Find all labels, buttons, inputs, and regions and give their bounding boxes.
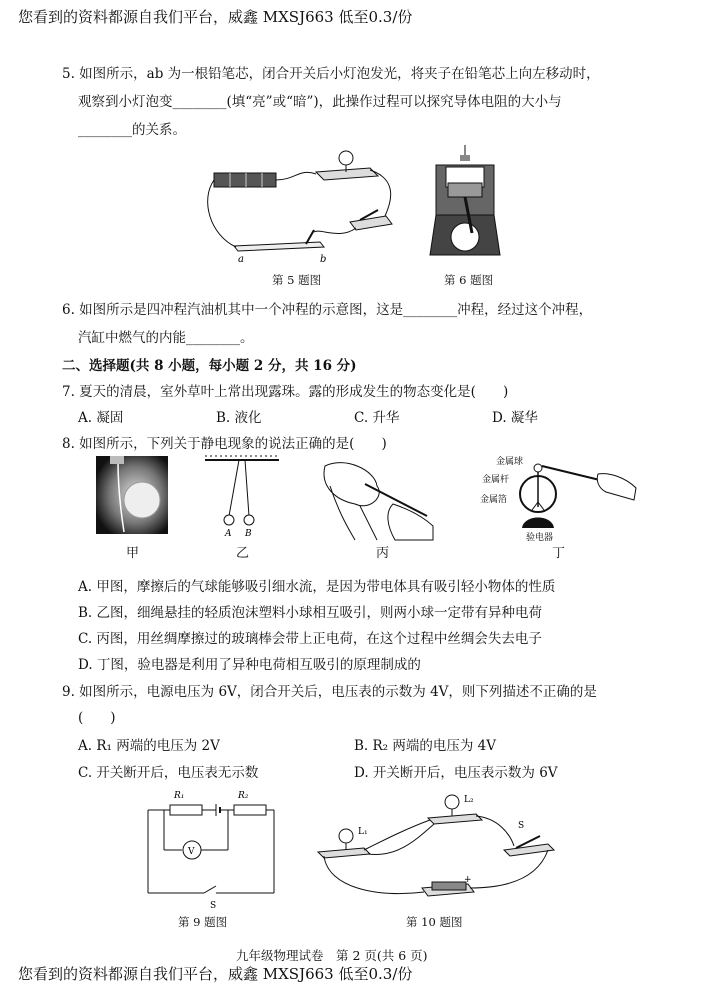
label-metal-foil: 金属箔 (480, 495, 508, 505)
label-R1: R₁ (174, 791, 185, 801)
hand-ding (597, 474, 636, 500)
fig10-caption: 第 10 题图 (406, 915, 463, 929)
hand (388, 504, 433, 540)
footer-page-info: 九年级物理试卷 第 2 页(共 6 页) (236, 948, 428, 963)
figure-8-ding (478, 452, 638, 544)
q8-option-b: B. 乙图，细绳悬挂的轻质泡沫塑料小球相互吸引，则两小球一定带有异种电荷 (78, 605, 543, 621)
label-metal-ball: 金属球 (496, 457, 524, 467)
fig9-caption: 第 9 题图 (178, 915, 228, 929)
svg-text:+: + (464, 875, 472, 885)
q7-option-b: B. 液化 (216, 410, 262, 426)
q8-option-d: D. 丁图，验电器是利用了异种电荷相互吸引的原理制成的 (78, 657, 421, 673)
bulb-l1-icon (339, 829, 353, 843)
balloon (124, 482, 160, 518)
q7-option-a: A. 凝固 (78, 410, 124, 426)
figure-8-bing (315, 456, 435, 541)
silk-cloth (324, 463, 379, 506)
label-metal-rod: 金属杆 (482, 475, 510, 485)
resistor-r2 (234, 805, 266, 815)
q8-option-c: C. 丙图，用丝绸摩擦过的玻璃棒会带上正电荷，在这个过程中丝绸会失去电子 (78, 631, 542, 647)
label-V: V (188, 847, 195, 857)
label-S-q10: S (518, 821, 525, 831)
q6-line2: 汽缸中燃气的内能________。 (78, 330, 254, 346)
q9-blank: ( ) (78, 710, 116, 726)
figure-6-engine (430, 145, 505, 265)
label-B: B (245, 529, 252, 539)
resistor-r1 (170, 805, 202, 815)
label-L2: L₂ (464, 795, 474, 805)
electroscope-base (522, 518, 554, 529)
figure-8-jia (96, 456, 168, 534)
q7-option-c: C. 升华 (354, 410, 400, 426)
label-yi: 乙 (236, 546, 250, 561)
ball-b (244, 515, 254, 525)
bulb-l2-base (428, 814, 482, 824)
q5-line2: 观察到小灯泡变________(填“亮”或“暗”)，此操作过程可以探究导体电阻的大小与 (78, 94, 562, 110)
bulb-base (316, 168, 378, 180)
q9-option-c: C. 开关断开后，电压表无示数 (78, 765, 259, 781)
bulb-l1-base (318, 848, 370, 858)
bulb-icon (339, 151, 353, 165)
label-a: a (238, 254, 244, 265)
q9-option-d: D. 开关断开后，电压表示数为 6V (354, 765, 558, 781)
battery-cell (432, 882, 466, 890)
label-ding: 丁 (552, 546, 566, 561)
label-bing: 丙 (376, 546, 390, 561)
q5-line1: 5. 如图所示，ab 为一根铅笔芯，闭合开关后小灯泡发光，将夹子在铅笔芯上向左移动时， (62, 66, 600, 82)
section-title: 二、选择题(共 8 小题，每小题 2 分，共 16 分) (62, 358, 357, 374)
ball-a (224, 515, 234, 525)
footer-banner: 您看到的资料都源自我们平台，威鑫 MXSJ663 低至0.3/份 (18, 965, 413, 983)
piston (448, 183, 482, 197)
figure-10-circuit (318, 788, 563, 910)
fig5-caption: 第 5 题图 (272, 273, 322, 287)
switch-base (350, 216, 392, 230)
battery-pack (214, 173, 276, 187)
label-R2: R₂ (238, 791, 249, 801)
q7-stem: 7. 夏天的清晨，室外草叶上常出现露珠。露的形成发生的物态变化是( ) (62, 384, 509, 400)
label-jia: 甲 (126, 546, 140, 561)
q8-option-a: A. 甲图，摩擦后的气球能够吸引细水流，是因为带电体具有吸引轻小物体的性质 (78, 579, 556, 595)
figure-8-yi (205, 456, 280, 541)
q5-line3: ________的关系。 (78, 122, 186, 138)
label-L1: L₁ (358, 827, 368, 837)
figure-9-circuit (140, 788, 280, 911)
bulb-l2-icon (445, 795, 459, 809)
switch-s (204, 886, 216, 893)
q6-line1: 6. 如图所示是四冲程汽油机其中一个冲程的示意图，这是________冲程，经过这个冲程， (62, 302, 593, 318)
label-electroscope: 验电器 (526, 533, 554, 543)
label-A: A (225, 529, 232, 539)
q9-option-a: A. R₁ 两端的电压为 2V (78, 738, 220, 754)
label-S-q9: S (210, 901, 217, 911)
figure-5-circuit (200, 150, 410, 265)
q8-stem: 8. 如图所示，下列关于静电现象的说法正确的是( ) (62, 436, 387, 452)
label-b: b (320, 254, 327, 265)
q7-option-d: D. 凝华 (492, 410, 538, 426)
fig6-caption: 第 6 题图 (444, 273, 494, 287)
q9-option-b: B. R₂ 两端的电压为 4V (354, 738, 497, 754)
pencil-lead-board (234, 242, 324, 251)
header-banner: 您看到的资料都源自我们平台，威鑫 MXSJ663 低至0.3/份 (18, 8, 413, 26)
q9-stem: 9. 如图所示，电源电压为 6V，闭合开关后，电压表的示数为 4V，则下列描述不正确的是 (62, 684, 597, 700)
crankshaft (451, 223, 479, 251)
